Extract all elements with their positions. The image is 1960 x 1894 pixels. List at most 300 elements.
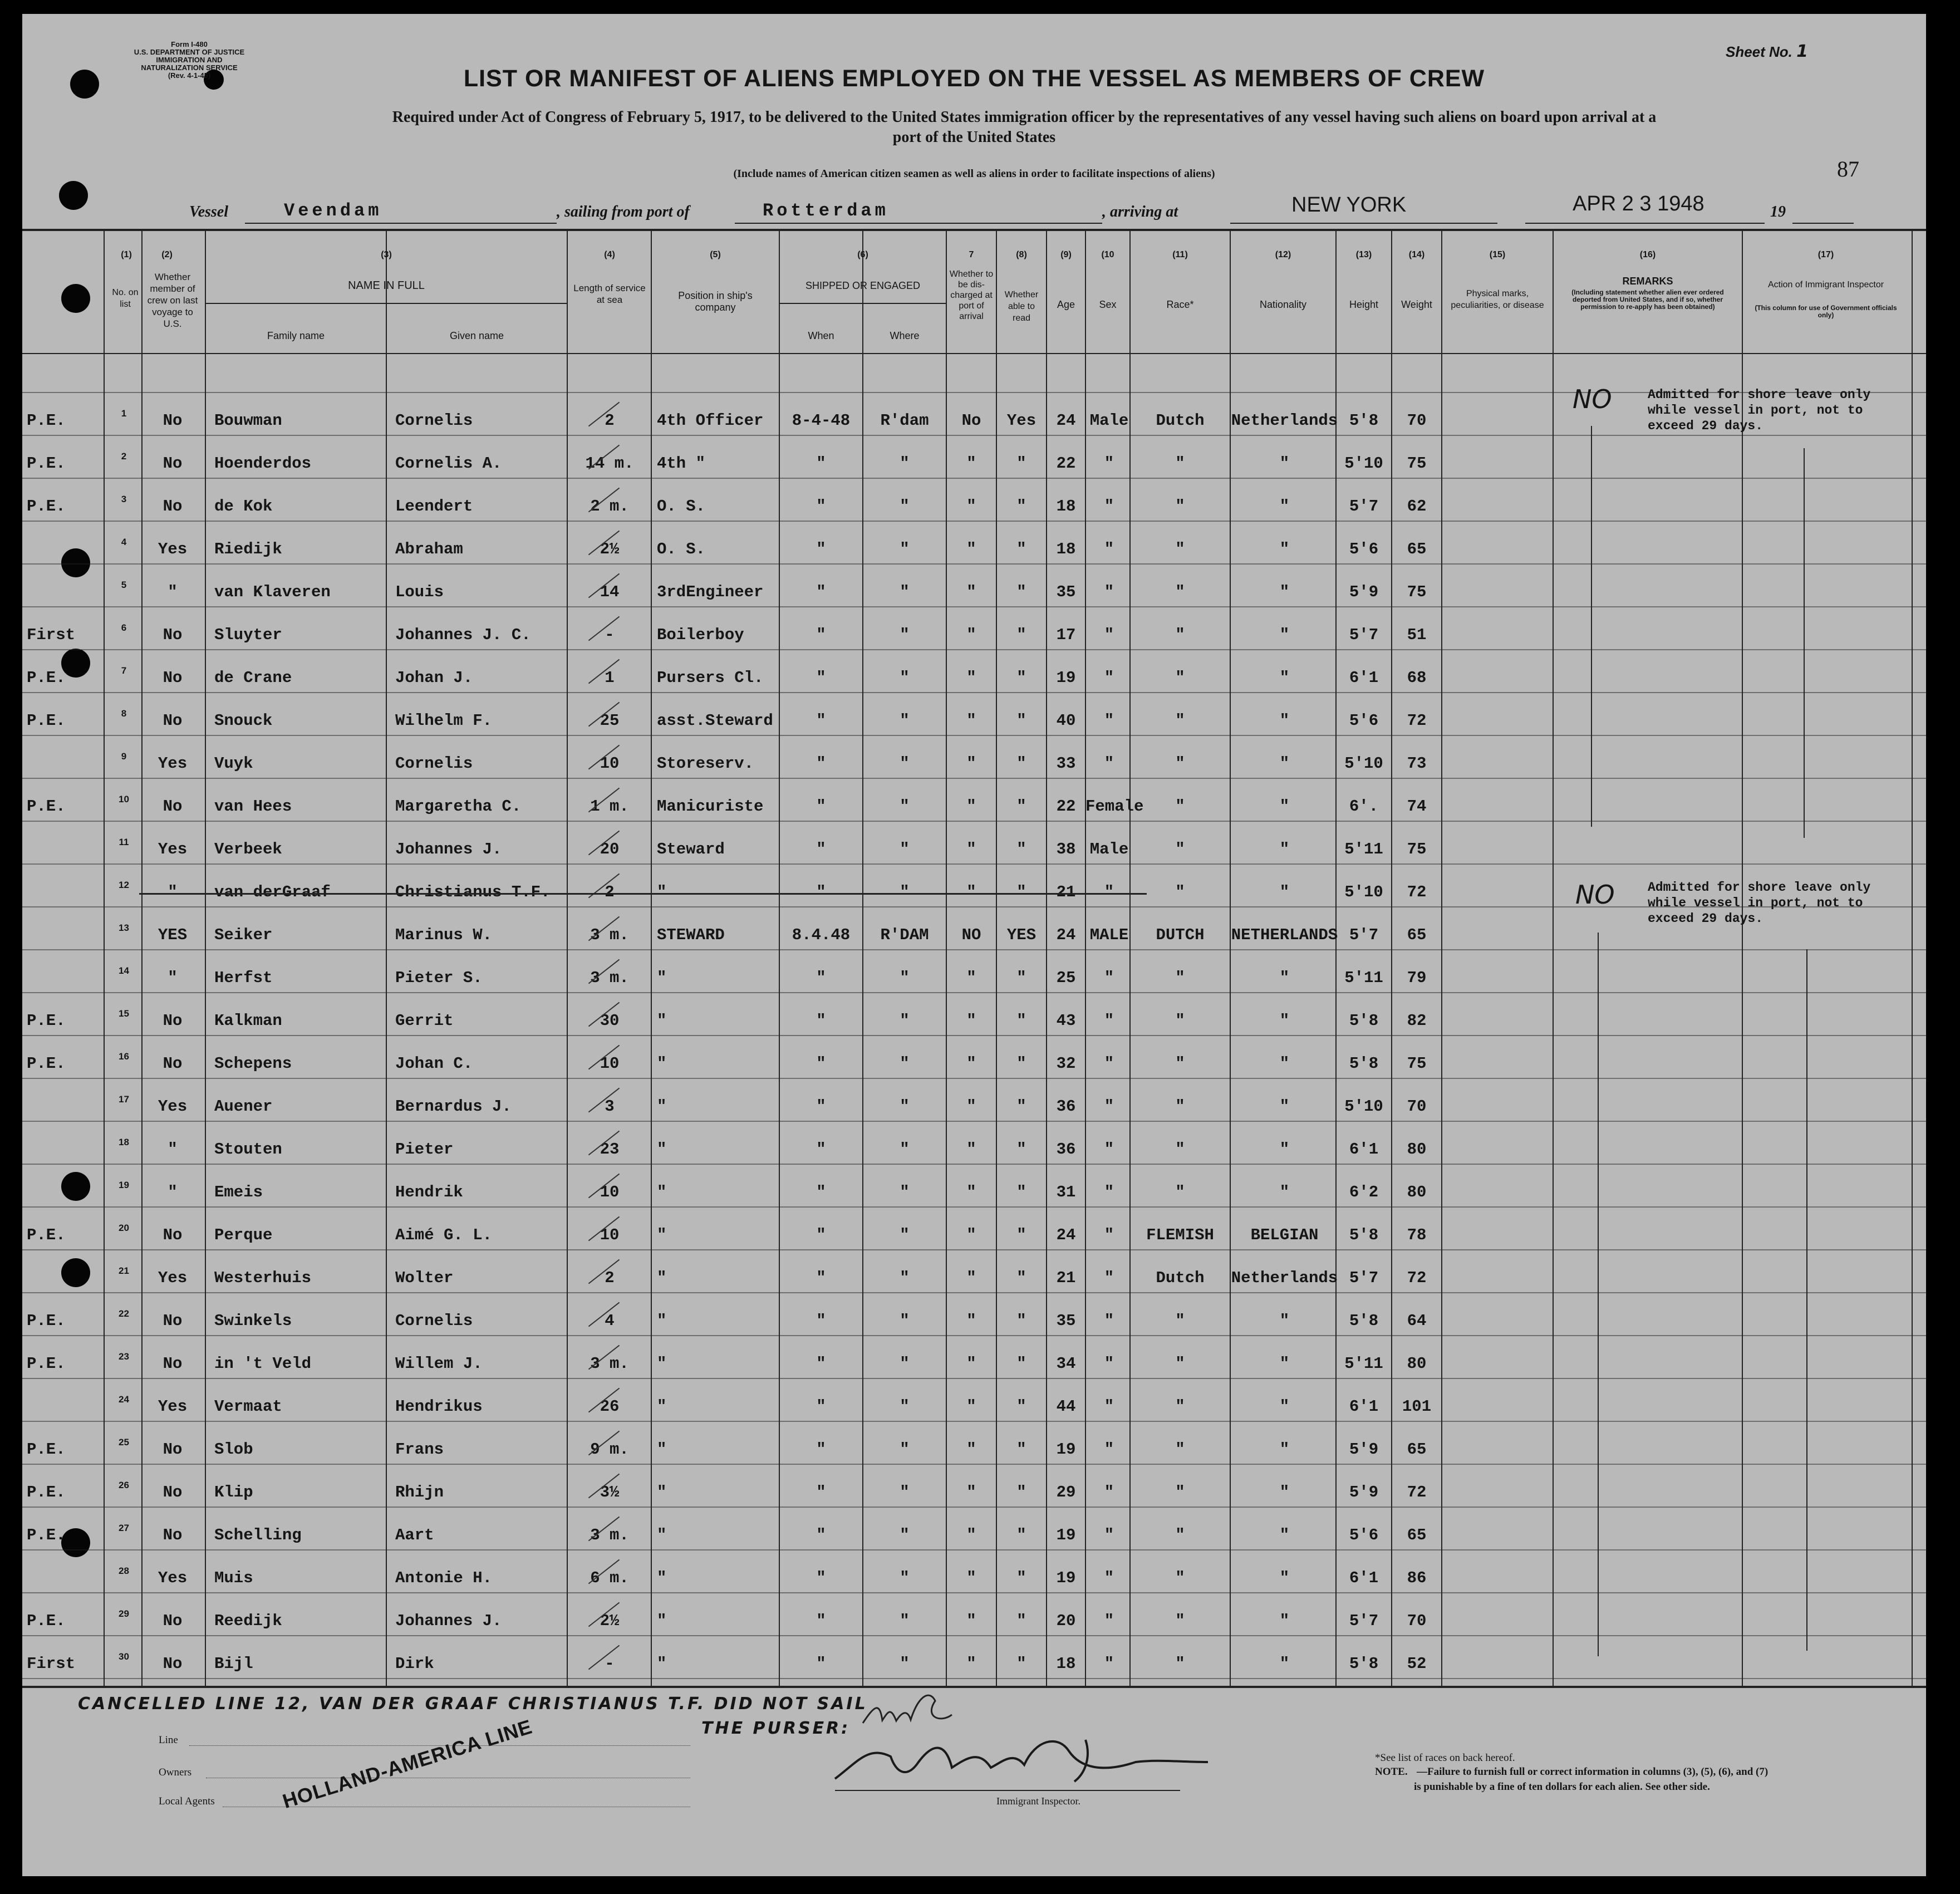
cell-sex: " — [1104, 1355, 1114, 1373]
table-row — [22, 1556, 1926, 1594]
remarks-no-mark: NO — [1575, 880, 1615, 910]
colnum-12: (12) — [1275, 250, 1291, 259]
cell-disch: " — [966, 540, 976, 558]
cell-margin: First — [27, 1655, 76, 1673]
subtitle-line-3: (Include names of American citizen seamen as well as aliens in order to facilitate inspections of aliens) — [733, 168, 1215, 180]
cell-given: Abraham — [395, 540, 463, 558]
line-label: Line — [159, 1734, 178, 1746]
header-family-name: Family name — [267, 330, 325, 341]
cell-race: " — [1175, 1183, 1185, 1201]
cell-family: in 't Veld — [214, 1355, 312, 1373]
ditto-line — [1598, 933, 1599, 1656]
cell-margin: First — [27, 626, 76, 644]
cell-read: " — [1016, 883, 1026, 901]
cell-margin: P.E. — [27, 1226, 66, 1244]
admitted-line-1: Admitted for shore leave only — [1648, 880, 1871, 895]
cell-when: " — [816, 797, 826, 816]
cell-height: 5'8 — [1349, 1054, 1379, 1073]
cell-given: Cornelis A. — [395, 454, 502, 473]
table-row — [22, 1170, 1926, 1209]
cell-member: No — [163, 712, 183, 730]
header-discharged: Whether to be dis- charged at port of arrival — [949, 269, 994, 321]
cell-nat: " — [1279, 1140, 1290, 1159]
cell-nat: " — [1279, 583, 1290, 601]
colnum-10: (10 — [1101, 250, 1114, 259]
colnum-13: (13) — [1355, 250, 1372, 259]
remarks-no-mark: NO — [1573, 384, 1612, 414]
cell-weight: 80 — [1407, 1140, 1427, 1159]
cell-service: 30 — [600, 1012, 620, 1030]
cell-member: No — [163, 1312, 183, 1330]
cell-family: Schepens — [214, 1054, 292, 1073]
cell-when: " — [816, 1097, 826, 1116]
cell-weight: 72 — [1407, 712, 1427, 730]
inspector-signature — [824, 1729, 1214, 1795]
table-row — [22, 870, 1926, 909]
cell-member: No — [163, 626, 183, 644]
cell-given: Cornelis — [395, 754, 473, 773]
cell-family: Bijl — [214, 1655, 253, 1673]
cell-read: " — [1016, 1269, 1026, 1287]
table-row — [22, 1213, 1926, 1252]
cell-where: R'dam — [880, 411, 929, 430]
cell-sex: " — [1104, 583, 1114, 601]
table-row — [22, 955, 1926, 994]
header-no-on-list: No. on list — [112, 288, 139, 309]
colnum-17: (17) — [1817, 250, 1834, 259]
cell-sex: " — [1104, 1655, 1114, 1673]
cell-disch: " — [966, 1655, 976, 1673]
cell-no: 3 — [121, 494, 127, 504]
cell-family: van Klaveren — [214, 583, 331, 601]
cell-weight: 72 — [1407, 883, 1427, 901]
header-height: Height — [1349, 299, 1379, 310]
cell-margin: P.E. — [27, 712, 66, 730]
cell-margin: P.E. — [27, 1012, 66, 1030]
cell-disch: " — [966, 1269, 976, 1287]
cell-read: " — [1016, 712, 1026, 730]
cell-family: Hoenderdos — [214, 454, 312, 473]
cell-weight: 80 — [1407, 1355, 1427, 1373]
cell-disch: " — [966, 497, 976, 516]
table-row — [22, 655, 1926, 694]
cell-service: 2 — [605, 411, 615, 430]
cell-no: 30 — [119, 1651, 129, 1662]
cell-service: 2 — [605, 1269, 615, 1287]
table-row — [22, 1084, 1926, 1123]
cell-height: 5'7 — [1349, 626, 1379, 644]
cell-height: 5'10 — [1344, 1097, 1383, 1116]
cell-position: STEWARD — [657, 926, 725, 944]
cell-nat: " — [1279, 1397, 1290, 1416]
cell-no: 23 — [119, 1351, 129, 1362]
cell-race: " — [1175, 712, 1185, 730]
cell-service: 3½ — [600, 1483, 620, 1502]
table-row — [22, 1298, 1926, 1337]
cell-read: " — [1016, 1012, 1026, 1030]
cell-position: " — [657, 1655, 667, 1673]
cell-weight: 75 — [1407, 583, 1427, 601]
cell-no: 29 — [119, 1608, 129, 1619]
cell-member: " — [168, 969, 178, 987]
cell-age: 35 — [1056, 1312, 1076, 1330]
table-row — [22, 698, 1926, 737]
cell-race: " — [1175, 1483, 1185, 1502]
colnum-6: (6) — [857, 250, 868, 259]
cell-read: " — [1016, 497, 1026, 516]
cell-height: 5'6 — [1349, 1526, 1379, 1544]
table-row — [22, 570, 1926, 609]
cell-sex: MALE — [1089, 926, 1129, 944]
header-remarks: REMARKS — [1622, 276, 1673, 287]
table-row — [22, 484, 1926, 523]
cell-position: 4th " — [657, 454, 706, 473]
cell-member: YES — [158, 926, 188, 944]
cell-height: 6'1 — [1349, 1140, 1379, 1159]
cell-race: " — [1175, 1054, 1185, 1073]
purser-note: THE PURSER: — [701, 1719, 851, 1738]
cell-nat: " — [1279, 1655, 1290, 1673]
cell-member: Yes — [158, 1269, 188, 1287]
table-row — [22, 441, 1926, 480]
colnum-5: (5) — [710, 250, 721, 259]
colnum-2: (2) — [161, 250, 173, 259]
cell-sex: " — [1104, 754, 1114, 773]
cell-when: " — [816, 1312, 826, 1330]
cell-where: " — [900, 454, 910, 473]
cell-disch: " — [966, 1526, 976, 1544]
cell-age: 43 — [1056, 1012, 1076, 1030]
cell-service: 25 — [600, 712, 620, 730]
cell-age: 18 — [1056, 540, 1076, 558]
cell-given: Hendrik — [395, 1183, 463, 1201]
cell-sex: " — [1104, 1526, 1114, 1544]
cell-read: " — [1016, 1397, 1026, 1416]
cell-when: " — [816, 1226, 826, 1244]
port-name: Rotterdam — [763, 200, 889, 221]
cell-service: 3 m. — [590, 969, 629, 987]
cell-nat: " — [1279, 1526, 1290, 1544]
cell-position: O. S. — [657, 497, 706, 516]
cell-service: 10 — [600, 754, 620, 773]
cell-where: " — [900, 497, 910, 516]
cell-position: " — [657, 1140, 667, 1159]
cell-no: 5 — [121, 580, 127, 590]
cell-height: 5'10 — [1344, 454, 1383, 473]
cell-weight: 73 — [1407, 754, 1427, 773]
cell-race: " — [1175, 1312, 1185, 1330]
cell-weight: 65 — [1407, 540, 1427, 558]
cell-weight: 101 — [1402, 1397, 1432, 1416]
cell-no: 7 — [121, 665, 127, 676]
cell-disch: " — [966, 626, 976, 644]
cell-race: DUTCH — [1156, 926, 1205, 944]
cell-given: Rhijn — [395, 1483, 444, 1502]
cell-no: 16 — [119, 1051, 129, 1062]
cell-nat: BELGIAN — [1250, 1226, 1319, 1244]
cell-age: 19 — [1056, 1440, 1076, 1459]
cell-position: Pursers Cl. — [657, 669, 764, 687]
cell-disch: " — [966, 1397, 976, 1416]
cell-given: Louis — [395, 583, 444, 601]
cell-sex: " — [1104, 1612, 1114, 1630]
cell-weight: 82 — [1407, 1012, 1427, 1030]
cell-where: " — [900, 1312, 910, 1330]
cell-member: No — [163, 454, 183, 473]
cell-position: 3rdEngineer — [657, 583, 764, 601]
cell-sex: Female — [1085, 797, 1144, 816]
cell-read: YES — [1006, 926, 1037, 944]
cell-sex: " — [1104, 669, 1114, 687]
cell-position: " — [657, 1312, 667, 1330]
cell-where: " — [900, 1226, 910, 1244]
cell-where: " — [900, 1612, 910, 1630]
cell-race: " — [1175, 1355, 1185, 1373]
table-row — [22, 398, 1926, 437]
cell-margin: P.E. — [27, 1355, 66, 1373]
cell-where: " — [900, 583, 910, 601]
cell-age: 18 — [1056, 1655, 1076, 1673]
cell-age: 19 — [1056, 669, 1076, 687]
cell-service: 3 m. — [590, 926, 629, 944]
cell-race: " — [1175, 1569, 1185, 1587]
cell-member: No — [163, 797, 183, 816]
cell-position: Steward — [657, 840, 725, 858]
cell-member: No — [163, 1226, 183, 1244]
cell-where: " — [900, 1483, 910, 1502]
cell-nat: " — [1279, 840, 1290, 858]
cell-member: Yes — [158, 840, 188, 858]
header-race: Race* — [1166, 299, 1194, 310]
colnum-8: (8) — [1016, 250, 1027, 259]
cell-member: Yes — [158, 754, 188, 773]
cell-read: " — [1016, 969, 1026, 987]
cell-disch: " — [966, 883, 976, 901]
cell-service: 14 — [600, 583, 620, 601]
cell-when: " — [816, 1483, 826, 1502]
cell-where: " — [900, 1054, 910, 1073]
cell-when: " — [816, 840, 826, 858]
note-text-2: is punishable by a fine of ten dollars for each alien. See other side. — [1414, 1781, 1710, 1793]
cell-service: 10 — [600, 1183, 620, 1201]
cell-position: " — [657, 1183, 667, 1201]
admitted-line-1: Admitted for shore leave only — [1648, 387, 1871, 402]
cell-weight: 65 — [1407, 1440, 1427, 1459]
colnum-14: (14) — [1408, 250, 1425, 259]
cell-family: Westerhuis — [214, 1269, 312, 1287]
cell-age: 32 — [1056, 1054, 1076, 1073]
cell-disch: " — [966, 454, 976, 473]
cell-no: 26 — [119, 1480, 129, 1490]
cell-disch: " — [966, 1569, 976, 1587]
cell-sex: " — [1104, 883, 1114, 901]
cell-position: " — [657, 1569, 667, 1587]
cell-service: 2 — [605, 883, 615, 901]
cell-sex: " — [1104, 1097, 1114, 1116]
cell-nat: " — [1279, 1440, 1290, 1459]
cell-where: " — [900, 1140, 910, 1159]
cell-disch: " — [966, 1054, 976, 1073]
cell-weight: 64 — [1407, 1312, 1427, 1330]
cell-where: " — [900, 1097, 910, 1116]
cell-given: Willem J. — [395, 1355, 483, 1373]
cell-where: " — [900, 1655, 910, 1673]
cell-no: 2 — [121, 451, 127, 462]
cell-no: 11 — [119, 837, 129, 847]
cell-where: " — [900, 1183, 910, 1201]
cell-given: Aimé G. L. — [395, 1226, 493, 1244]
table-row — [22, 1127, 1926, 1166]
cell-given: Johannes J. — [395, 840, 502, 858]
cell-margin: P.E. — [27, 1054, 66, 1073]
cell-family: Bouwman — [214, 411, 282, 430]
cell-family: Klip — [214, 1483, 253, 1502]
cell-no: 18 — [119, 1137, 129, 1147]
cell-age: 24 — [1056, 926, 1076, 944]
cell-disch: " — [966, 1140, 976, 1159]
cell-service: 2½ — [600, 540, 620, 558]
table-row — [22, 912, 1926, 951]
cell-when: " — [816, 712, 826, 730]
cell-where: " — [900, 712, 910, 730]
cell-height: 5'6 — [1349, 540, 1379, 558]
cell-position: " — [657, 1012, 667, 1030]
cell-race: Dutch — [1156, 1269, 1205, 1287]
cell-race: " — [1175, 1397, 1185, 1416]
cell-race: " — [1175, 797, 1185, 816]
cell-sex: " — [1104, 712, 1114, 730]
cell-race: " — [1175, 540, 1185, 558]
cell-when: " — [816, 1054, 826, 1073]
cell-height: 5'8 — [1349, 411, 1379, 430]
cell-read: " — [1016, 1355, 1026, 1373]
cell-when: " — [816, 454, 826, 473]
cell-given: Leendert — [395, 497, 473, 516]
cell-nat: " — [1279, 1612, 1290, 1630]
year-label: 19 — [1770, 203, 1786, 220]
cell-where: " — [900, 754, 910, 773]
table-row — [22, 1513, 1926, 1552]
sailing-label: , sailing from port of — [557, 203, 690, 220]
cell-when: " — [816, 754, 826, 773]
cell-position: " — [657, 883, 667, 901]
cell-read: " — [1016, 1226, 1026, 1244]
colnum-7: 7 — [969, 250, 974, 259]
cell-age: 17 — [1056, 626, 1076, 644]
cell-height: 6'2 — [1349, 1183, 1379, 1201]
colnum-16: (16) — [1639, 250, 1656, 259]
cell-service: 2 m. — [590, 497, 629, 516]
agents-label: Local Agents — [159, 1795, 215, 1807]
header-remarks-note: (Including statement whether alien ever ordered deported from United States, and if so, whether permission to re-apply has been obtained) — [1571, 288, 1724, 311]
cell-family: Stouten — [214, 1140, 282, 1159]
cell-position: " — [657, 1526, 667, 1544]
cell-nat: " — [1279, 712, 1290, 730]
cell-height: 5'8 — [1349, 1655, 1379, 1673]
cell-given: Gerrit — [395, 1012, 454, 1030]
cell-family: Auener — [214, 1097, 273, 1116]
cell-where: " — [900, 1012, 910, 1030]
sheet-number-value: 1 — [1796, 42, 1809, 61]
vessel-label: Vessel — [189, 203, 228, 220]
cell-given: Frans — [395, 1440, 444, 1459]
cell-when: " — [816, 969, 826, 987]
cell-race: Dutch — [1156, 411, 1205, 430]
cell-when: " — [816, 1012, 826, 1030]
cell-service: 2½ — [600, 1612, 620, 1630]
cell-weight: 70 — [1407, 411, 1427, 430]
cell-height: 5'7 — [1349, 497, 1379, 516]
ditto-line — [1804, 448, 1805, 838]
ditto-line — [1591, 426, 1592, 827]
cell-no: 27 — [119, 1523, 129, 1533]
cell-age: 36 — [1056, 1140, 1076, 1159]
header-position: Position in ship's company — [678, 290, 753, 313]
cell-sex: " — [1104, 497, 1114, 516]
table-row — [22, 1598, 1926, 1637]
cell-member: " — [168, 583, 178, 601]
cell-read: " — [1016, 1569, 1026, 1587]
cell-where: R'DAM — [880, 926, 929, 944]
cell-weight: 52 — [1407, 1655, 1427, 1673]
cell-member: No — [163, 1655, 183, 1673]
cell-nat: " — [1279, 754, 1290, 773]
cell-read: Yes — [1006, 411, 1037, 430]
cell-margin: P.E. — [27, 1612, 66, 1630]
cell-height: 5'9 — [1349, 583, 1379, 601]
cell-where: " — [900, 626, 910, 644]
cell-member: No — [163, 411, 183, 430]
note-text-1: —Failure to furnish full or correct information in columns (3), (5), (6), and (7) — [1417, 1766, 1769, 1778]
header-length-service: Length of service at sea — [573, 283, 646, 305]
cell-race: " — [1175, 669, 1185, 687]
cell-margin: P.E. — [27, 1526, 66, 1544]
cell-nat: " — [1279, 669, 1290, 687]
cell-given: Johannes J. C. — [395, 626, 531, 644]
cell-height: 5'7 — [1349, 926, 1379, 944]
cell-weight: 79 — [1407, 969, 1427, 987]
cell-race: " — [1175, 1612, 1185, 1630]
cell-where: " — [900, 840, 910, 858]
cell-service: 20 — [600, 840, 620, 858]
cell-family: Emeis — [214, 1183, 263, 1201]
cell-given: Johan C. — [395, 1054, 473, 1073]
cell-member: No — [163, 1012, 183, 1030]
table-row — [22, 1641, 1926, 1680]
cell-service: 1 m. — [590, 797, 629, 816]
cell-age: 44 — [1056, 1397, 1076, 1416]
cell-when: " — [816, 1397, 826, 1416]
table-row — [22, 1341, 1926, 1380]
cell-member: No — [163, 1355, 183, 1373]
cell-read: " — [1016, 583, 1026, 601]
cell-position: Boilerboy — [657, 626, 744, 644]
cell-read: " — [1016, 1440, 1026, 1459]
cell-race: " — [1175, 1097, 1185, 1116]
cell-nat: " — [1279, 454, 1290, 473]
cell-family: Schelling — [214, 1526, 302, 1544]
cell-position: " — [657, 1483, 667, 1502]
table-row — [22, 612, 1926, 651]
cell-position: " — [657, 1226, 667, 1244]
header-age: Age — [1057, 299, 1075, 310]
table-row — [22, 998, 1926, 1037]
cell-weight: 75 — [1407, 840, 1427, 858]
cell-age: 38 — [1056, 840, 1076, 858]
cell-weight: 51 — [1407, 626, 1427, 644]
revision: (Rev. 4-1-45) — [168, 71, 211, 80]
cell-disch: " — [966, 1312, 976, 1330]
